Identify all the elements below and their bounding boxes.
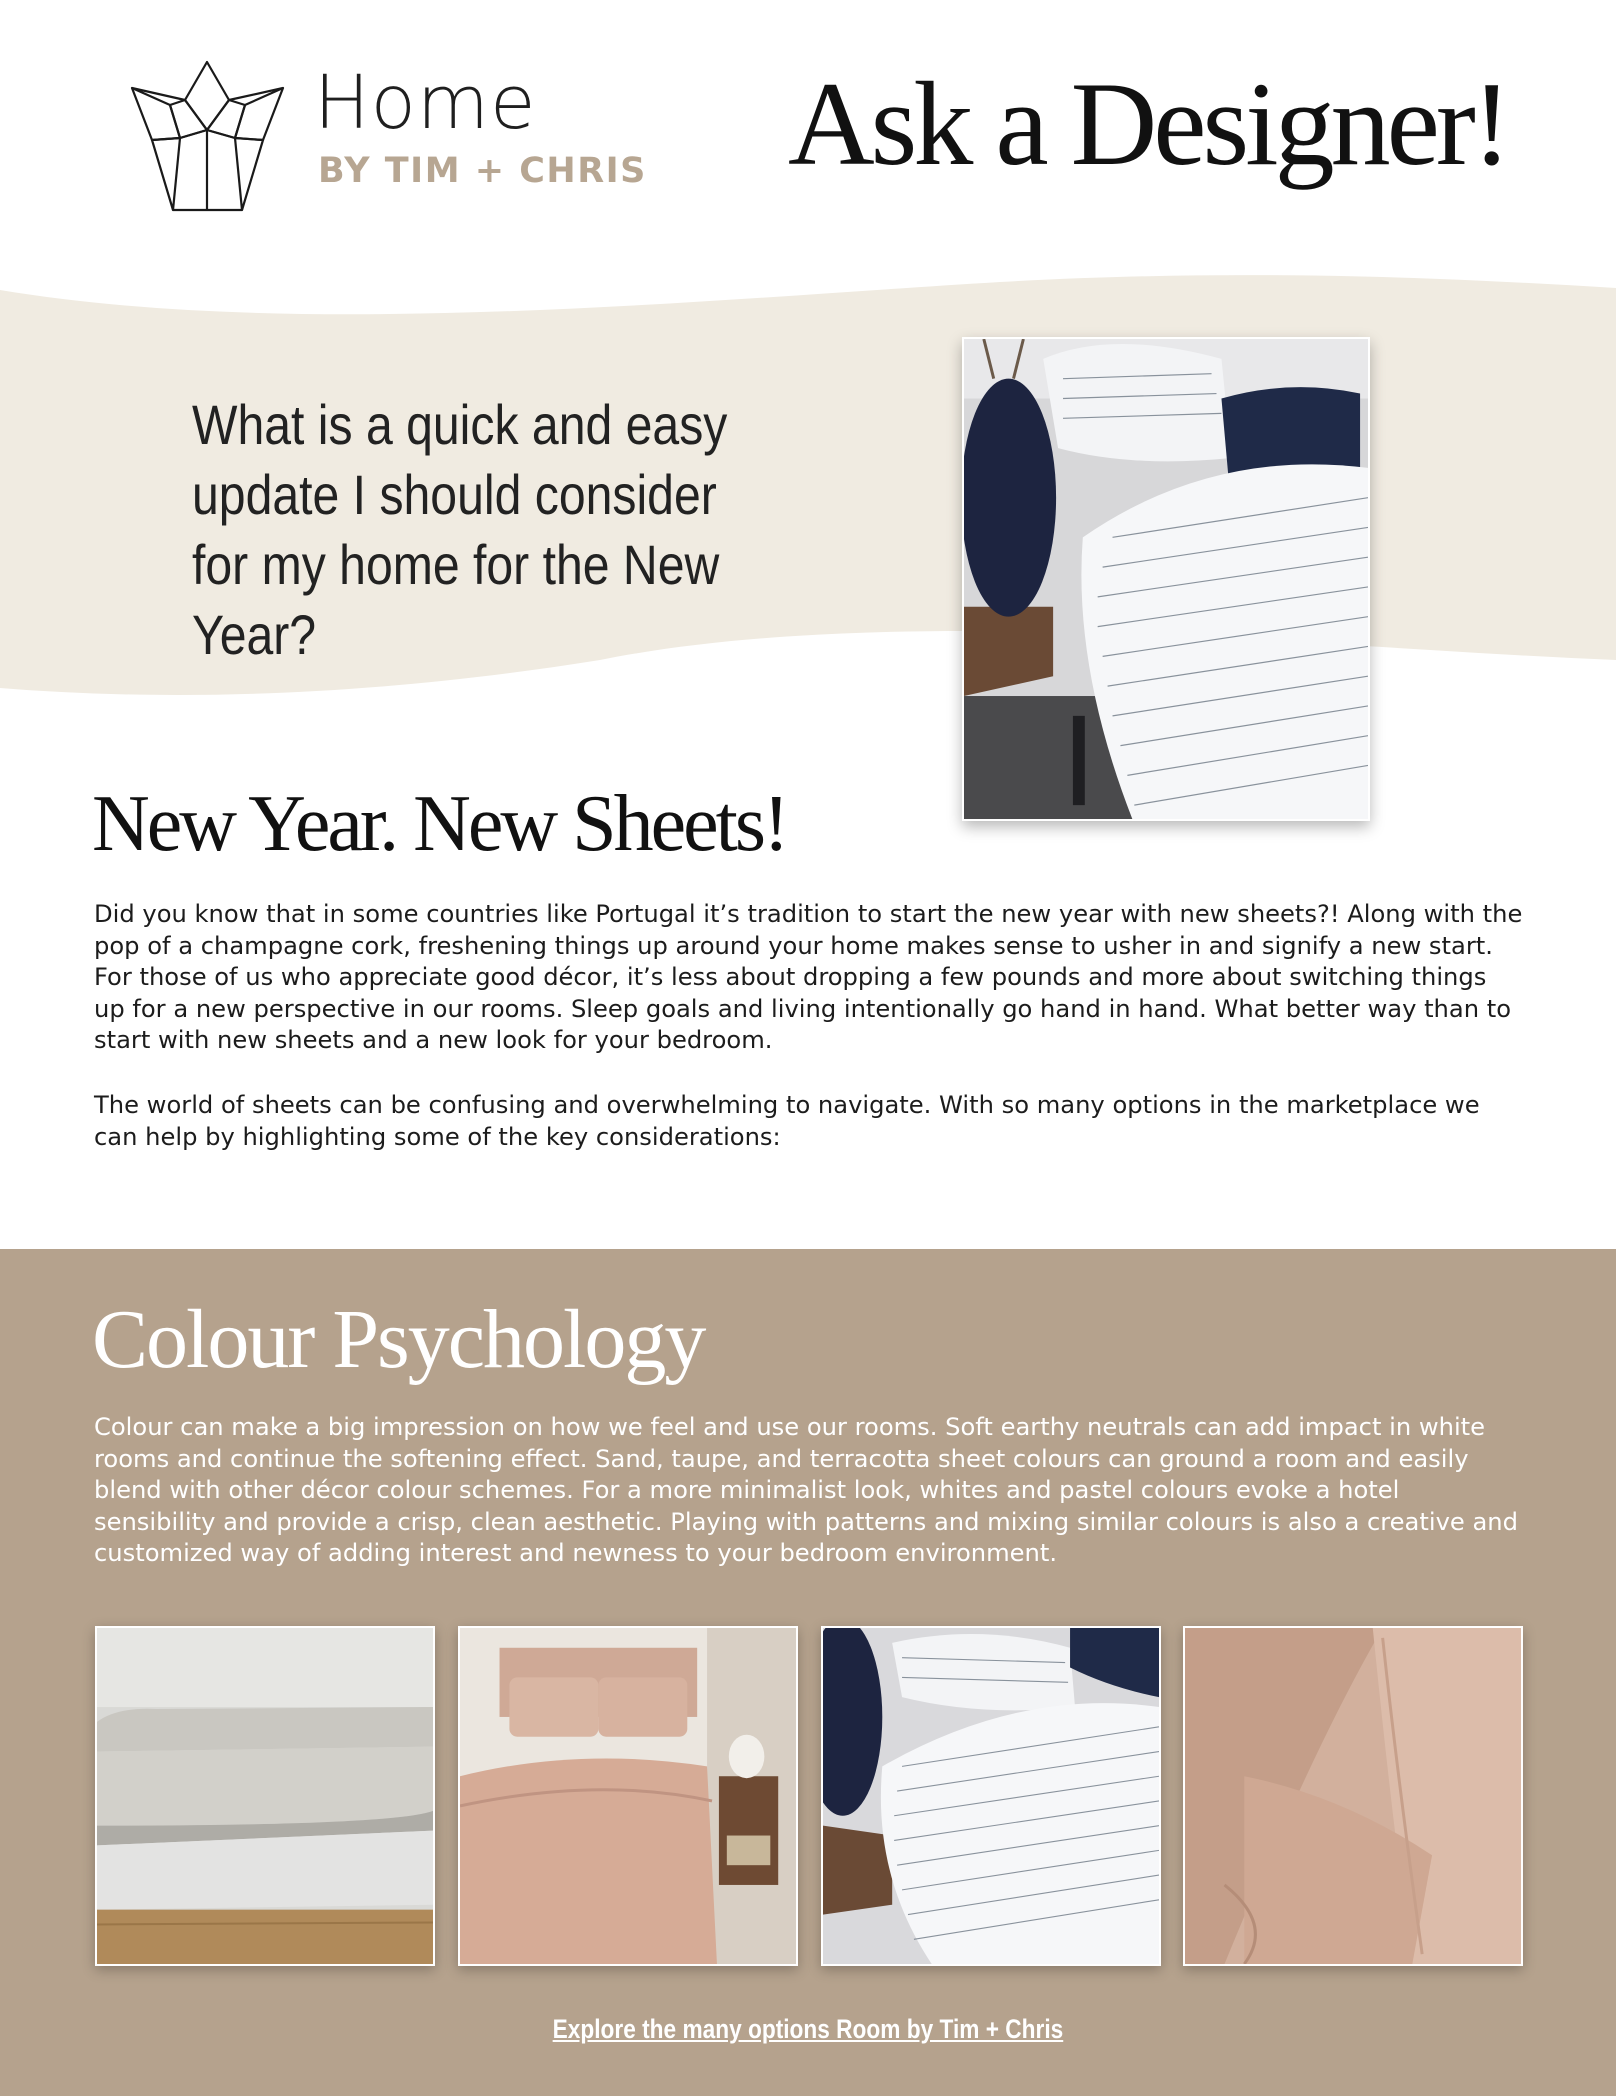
striped-bedding-photo xyxy=(962,337,1370,821)
blush-bedroom-photo xyxy=(458,1626,798,1966)
logo-tagline: BY TIM + CHRIS xyxy=(318,151,647,191)
intro-paragraph: Did you know that in some countries like Portugal it’s tradition to start the new year with new sheets?! Along with the pop of a champagne cork, freshening things up around your home makes sense to usher in and signify a new start. For those of us who appreciate good décor, it’s less about dropping a few pounds and more about switching things up for a new perspective in our rooms. Sleep goals and living intentionally go hand in hand. What better way than to start with new sheets and a new look for your bedroom. xyxy=(94,900,1523,1054)
striped-bedding-photo xyxy=(821,1626,1161,1966)
featured-question: What is a quick and easy update I should consider for my home for the New Year? xyxy=(192,393,728,666)
colour-paragraph: Colour can make a big impression on how we feel and use our rooms. Soft earthy neutrals can add impact in white rooms and continue the softening effect. Sand, taupe, and terracotta sheet colours can ground a room and easily blend with other décor colour schemes. For a more minimalist look, whites and pastel colours evoke a hotel sensibility and provide a crisp, clean aesthetic. Playing with patterns and mixing similar colours is also a creative and customized way of adding interest and newness to your bedroom environment. xyxy=(94,1413,1518,1567)
section-title-colour-psychology: Colour Psychology xyxy=(92,1293,705,1386)
page-title: Ask a Designer! xyxy=(788,57,1508,190)
considerations-paragraph: The world of sheets can be confusing and overwhelming to navigate. With so many options in the marketplace we can help by highlighting some of the key considerations: xyxy=(94,1091,1480,1151)
logo-wordmark: Home xyxy=(314,60,537,146)
explore-options-link-wrapper xyxy=(0,2014,1616,2045)
geometric-crown-logo-icon xyxy=(130,60,285,212)
section-title-new-sheets: New Year. New Sheets! xyxy=(92,780,787,868)
blush-sheets-closeup-photo xyxy=(1183,1626,1523,1966)
explore-options-link[interactable]: Explore the many options Room by Tim + Chris xyxy=(552,2014,1064,2044)
folded-grey-sheets-photo xyxy=(95,1626,435,1966)
